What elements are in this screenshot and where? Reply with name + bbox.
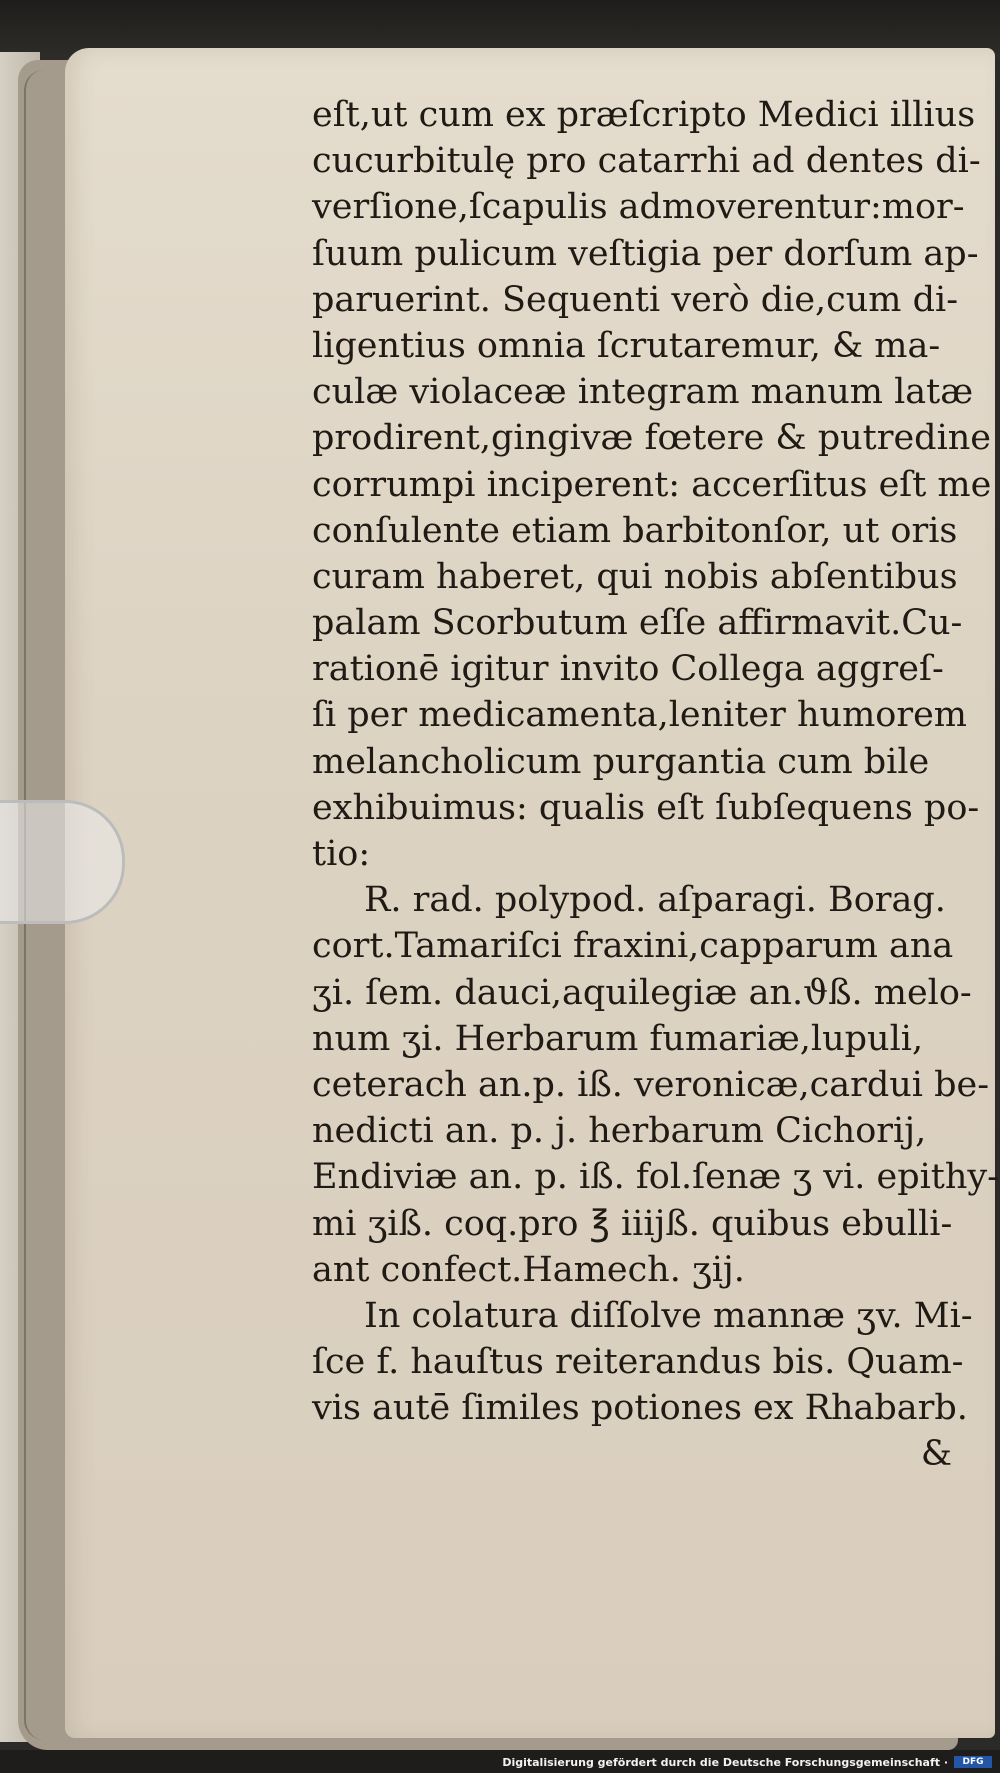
text-line: ſce f. hauſtus reiterandus bis. Quam-	[312, 1342, 964, 1383]
recipe-line: cort.Tamariſci fraxini,capparum ana	[312, 926, 954, 967]
recipe-line: nedicti an. p. j. herbarum Cichorij,	[312, 1111, 927, 1152]
text-line: conſulente etiam barbitonſor, ut oris	[312, 510, 958, 551]
text-line: culæ violaceæ integram manum latæ	[312, 372, 974, 413]
text-line: eſt,ut cum ex præſcripto Medici illius	[312, 95, 976, 135]
text-line: verſione,ſcapulis admoverentur:mor-	[312, 187, 965, 228]
recipe-line: Endiviæ an. p. iß. fol.ſenæ ʒ vi. epithy-	[312, 1157, 1000, 1198]
catchword: &	[920, 1434, 952, 1475]
digitization-credit: Digitalisierung gefördert durch die Deutsche Forschungsgemeinschaft ·	[502, 1756, 948, 1769]
text-line: In colatura diſſolve mannæ ʒv. Mi-	[364, 1295, 973, 1336]
text-line: cucurbitulę pro catarrhi ad dentes di-	[312, 141, 981, 182]
recipe-line: ceterach an.p. iß. veronicæ,cardui be-	[312, 1064, 990, 1105]
dfg-logo: DFG	[954, 1756, 992, 1768]
recipe-line: ʒi. ſem. dauci,aquilegiæ an.ϑß. melo-	[312, 972, 972, 1013]
text-line: corrumpi inciperent: accerſitus eſt me	[312, 464, 992, 505]
text-line: melancholicum purgantia cum bile	[312, 741, 930, 782]
recipe-line: num ʒi. Herbarum fumariæ,lupuli,	[312, 1018, 924, 1059]
text-line: exhibuimus: qualis eſt ſubſequens po-	[312, 787, 980, 828]
recipe-line: ant confect.Hamech. ʒij.	[312, 1249, 745, 1290]
text-line: ſi per medicamenta,leniter humorem	[312, 695, 967, 736]
recipe-line: mi ʒiß. coq.pro ℥ iiijß. quibus ebulli-	[312, 1203, 953, 1244]
text-line: prodirent,gingivæ fœtere & putredine	[312, 418, 992, 459]
text-line: ligentius omnia ſcrutaremur, & ma-	[312, 325, 941, 366]
text-line: palam Scorbutum eſſe affirmavit.Cu-	[312, 603, 963, 644]
text-line: vis autē ſimiles potiones ex Rhabarb.	[312, 1388, 968, 1429]
text-line: paruerint. Sequenti verò die,cum di-	[312, 279, 959, 320]
text-line: rationē igitur invito Collega aggreſ-	[312, 649, 944, 690]
page-clip	[0, 800, 125, 924]
book-page	[65, 48, 1000, 1738]
text-line: ſuum pulicum veſtigia per dorſum ap-	[312, 233, 979, 274]
text-line: tio:	[312, 834, 371, 874]
recipe-line: R. rad. polypod. aſparagi. Borag.	[364, 880, 946, 921]
text-line: curam haberet, qui nobis abſentibus	[312, 556, 958, 597]
page-text	[312, 92, 1000, 1478]
